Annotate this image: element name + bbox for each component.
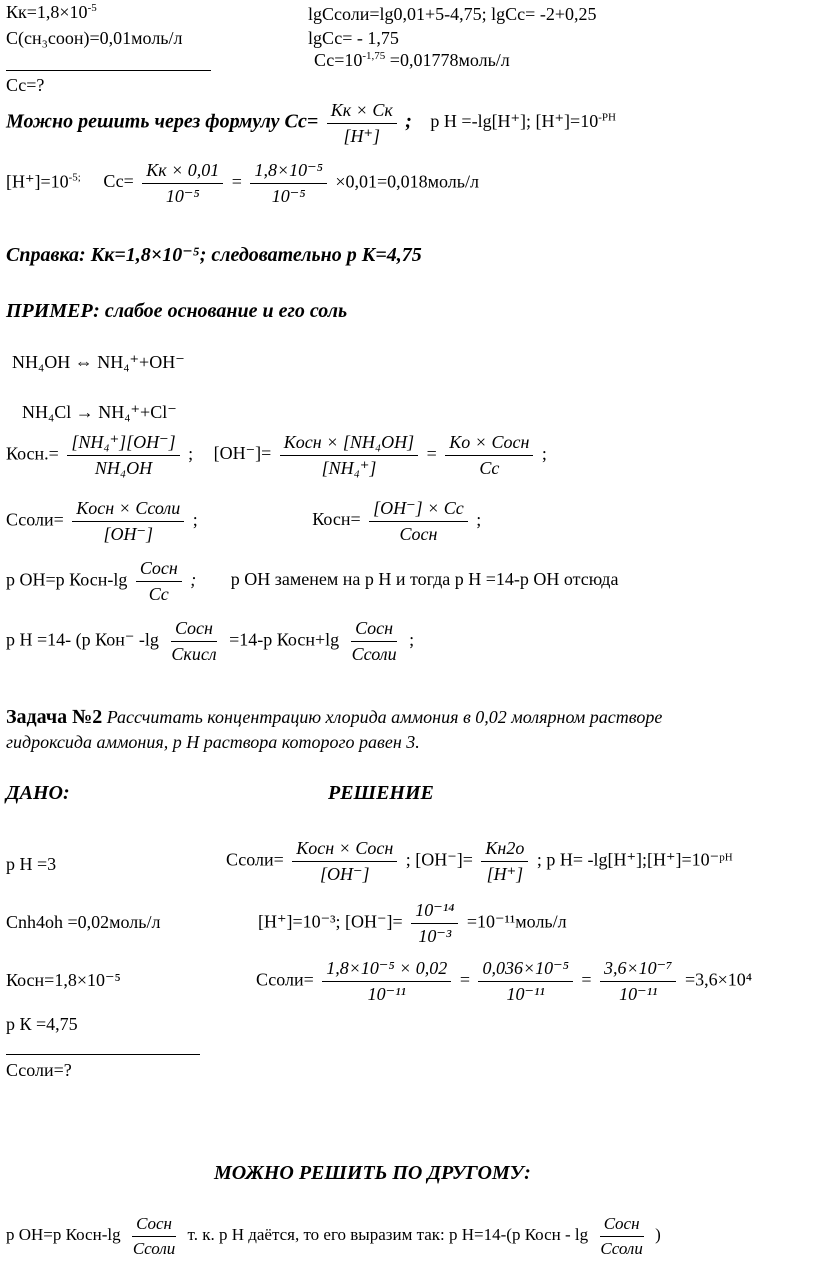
fraction-csalt: Kосн × Cсоли [OH⁻] [72, 498, 184, 544]
given-heading: ДАНО: [6, 782, 70, 804]
calc-line: $[Н^+]=10^{-5;}$ Сс= Кк × 0,01 10⁻⁵ = $\frac{\text{1,8×10⁻⁵}}{\text{10⁻⁵}}$ ×0,01=0,018моль/л [6, 160, 479, 206]
csalt-line: Ссоли= Kосн × Cсоли [OH⁻] ; Косн= [OH⁻] × Cс Cосн ; [6, 498, 482, 544]
reaction-1: NH₄OH ⇔ NH₄⁺+OH⁻ [12, 352, 185, 372]
fraction-calc-2: $\frac{\text{1,8×10⁻⁵}}{\text{10⁻⁵}}$ [250, 160, 326, 206]
example-heading: ПРИМЕР: слабое основание и его соль [6, 300, 348, 322]
task-title: Задача №2 [6, 706, 103, 728]
fraction-oh-2: Ko × Cосн Cс [445, 432, 533, 478]
fraction-sol-4: $\frac{\text{1,8×10⁻⁵ × 0,02}}{\text{10⁻¹¹}}$ [322, 958, 451, 1004]
lg-line-1: lgCсоли=lg0,01+5-4,75; lgCс= -2+0,25 [308, 4, 597, 24]
fraction-kosn: [OH⁻] × Cс Cосн [369, 498, 468, 544]
fraction-sol-3: $\frac{\text{10⁻¹⁴}}{\text{10⁻³}}$ [411, 900, 458, 946]
solution-line-3: Ссоли= $\frac{\text{1,8×10⁻⁵ × 0,02}}{\text{10⁻¹¹}}$ = $\frac{\text{0,036×10⁻⁵}}{\text{10⁻¹¹}}$ = $\frac{\text{3,6×10⁻⁷}}{\text{10⁻¹¹}}$ =3,6×10⁴ [256, 958, 753, 1004]
conc-line: С(сн₃соон)=0,01моль/л [6, 28, 183, 48]
fraction-calc-1: Кк × 0,01 10⁻⁵ [142, 160, 223, 206]
cc-result: $Сс=10^{-1,75}$ =0,01778моль/л [314, 50, 510, 70]
given-find: Ссоли=? [6, 1060, 72, 1080]
fraction-sol-5: $\frac{\text{0,036×10⁻⁵}}{\text{10⁻¹¹}}$ [478, 958, 572, 1004]
ph-line: р Н =14- (р Кон⁻ -lg Cосн Cкисл =14-р Косн+lg Cосн Cсоли ; [6, 618, 415, 664]
fraction-ph-1: Cосн Cкисл [171, 618, 217, 664]
given-conc: Сnh4oh =0,02моль/л [6, 912, 161, 932]
fraction-poh: Cосн Cс [136, 558, 182, 604]
fraction-kk-ck: Кк × Ск [H⁺] [327, 100, 397, 146]
fraction-ph-2: Cосн Cсоли [351, 618, 397, 664]
fraction-sol-2: Kн2о [H⁺] [481, 838, 528, 884]
solution-heading: РЕШЕНИЕ [328, 782, 434, 804]
reference-line: Справка: Кк=1,8×10⁻⁵; следовательно р К=4,75 [6, 244, 422, 266]
task-line-2: гидроксида аммония, р Н раствора которого равен 3. [6, 732, 420, 752]
given-pk: р К =4,75 [6, 1014, 78, 1034]
ph-definition: р Н =-lg[Н⁺]; [Н⁺]=10 [430, 111, 599, 132]
lg-line-2: lgСс= - 1,75 [308, 28, 399, 48]
divider-given [6, 70, 211, 71]
fraction-alt-1: Cосн Cсоли [132, 1214, 176, 1258]
fraction-sol-6: $\frac{\text{3,6×10⁻⁷}}{\text{10⁻¹¹}}$ [600, 958, 676, 1004]
kbase-line: Косн.= $\frac{\text{[NH₄⁺][OH⁻]}}{\text{NH₄OH}}$ ; [OH⁻]= Kосн × [NH₄OH] [NH₄⁺] = Ko × Cосн Cс ; [6, 432, 547, 478]
kk-value: Кк=1,8×10 [6, 2, 88, 22]
solution-line-1: Ссоли= Kосн × Cосн [OH⁻] ; [OH⁻]= Kн2о [H⁺] ; р Н= -lg[Н⁺];[Н⁺]=10⁻ᵖᴴ [226, 838, 733, 884]
fraction-sol-1: Kосн × Cосн [OH⁻] [292, 838, 397, 884]
solution-line-2: [Н⁺]=10⁻³; [ОН⁻]= $\frac{\text{10⁻¹⁴}}{\text{10⁻³}}$ =10⁻¹¹моль/л [258, 900, 567, 946]
fraction-kbase: $\frac{\text{[NH₄⁺][OH⁻]}}{\text{NH₄OH}}$ [67, 432, 179, 478]
given-ph: р Н =3 [6, 854, 57, 874]
poh-line: р ОН=р Косн-lg Cосн Cс ; р ОН заменем на р Н и тогда р Н =14-р ОН отсюда [6, 558, 619, 604]
divider-given-2 [6, 1054, 200, 1055]
formula-lead: Можно решить через формулу Сс= [6, 110, 319, 133]
fraction-alt-2: Cосн Cсоли [600, 1214, 643, 1258]
alt-heading: МОЖНО РЕШИТЬ ПО ДРУГОМУ: [214, 1162, 531, 1184]
task-line-1: Задача №2 Рассчитать концентрацию хлорида аммония в 0,02 молярном растворе [6, 706, 663, 728]
formula-line: Можно решить через формулу Сс= Кк × Ск [H⁺] ; р Н =-lg[Н⁺]; $[Н^+]=10^{-PH}$ [6, 100, 616, 146]
kk-line [6, 2, 97, 23]
find-line: Сс=? [6, 75, 45, 95]
reaction-2: NH₄Cl → NH₄⁺+Cl⁻ [22, 402, 177, 422]
given-k: Косн=1,8×10⁻⁵ [6, 970, 121, 990]
kk-exp: -5 [87, 2, 97, 14]
alt-line: р ОН=р Косн-lg Cосн Cсоли т. к. р Н даётся, то его выразим так: р Н=14-(р Косн - lg Cосн Cсоли ) [6, 1214, 661, 1258]
fraction-oh-1: Kосн × [NH₄OH] [NH₄⁺] [280, 432, 418, 478]
